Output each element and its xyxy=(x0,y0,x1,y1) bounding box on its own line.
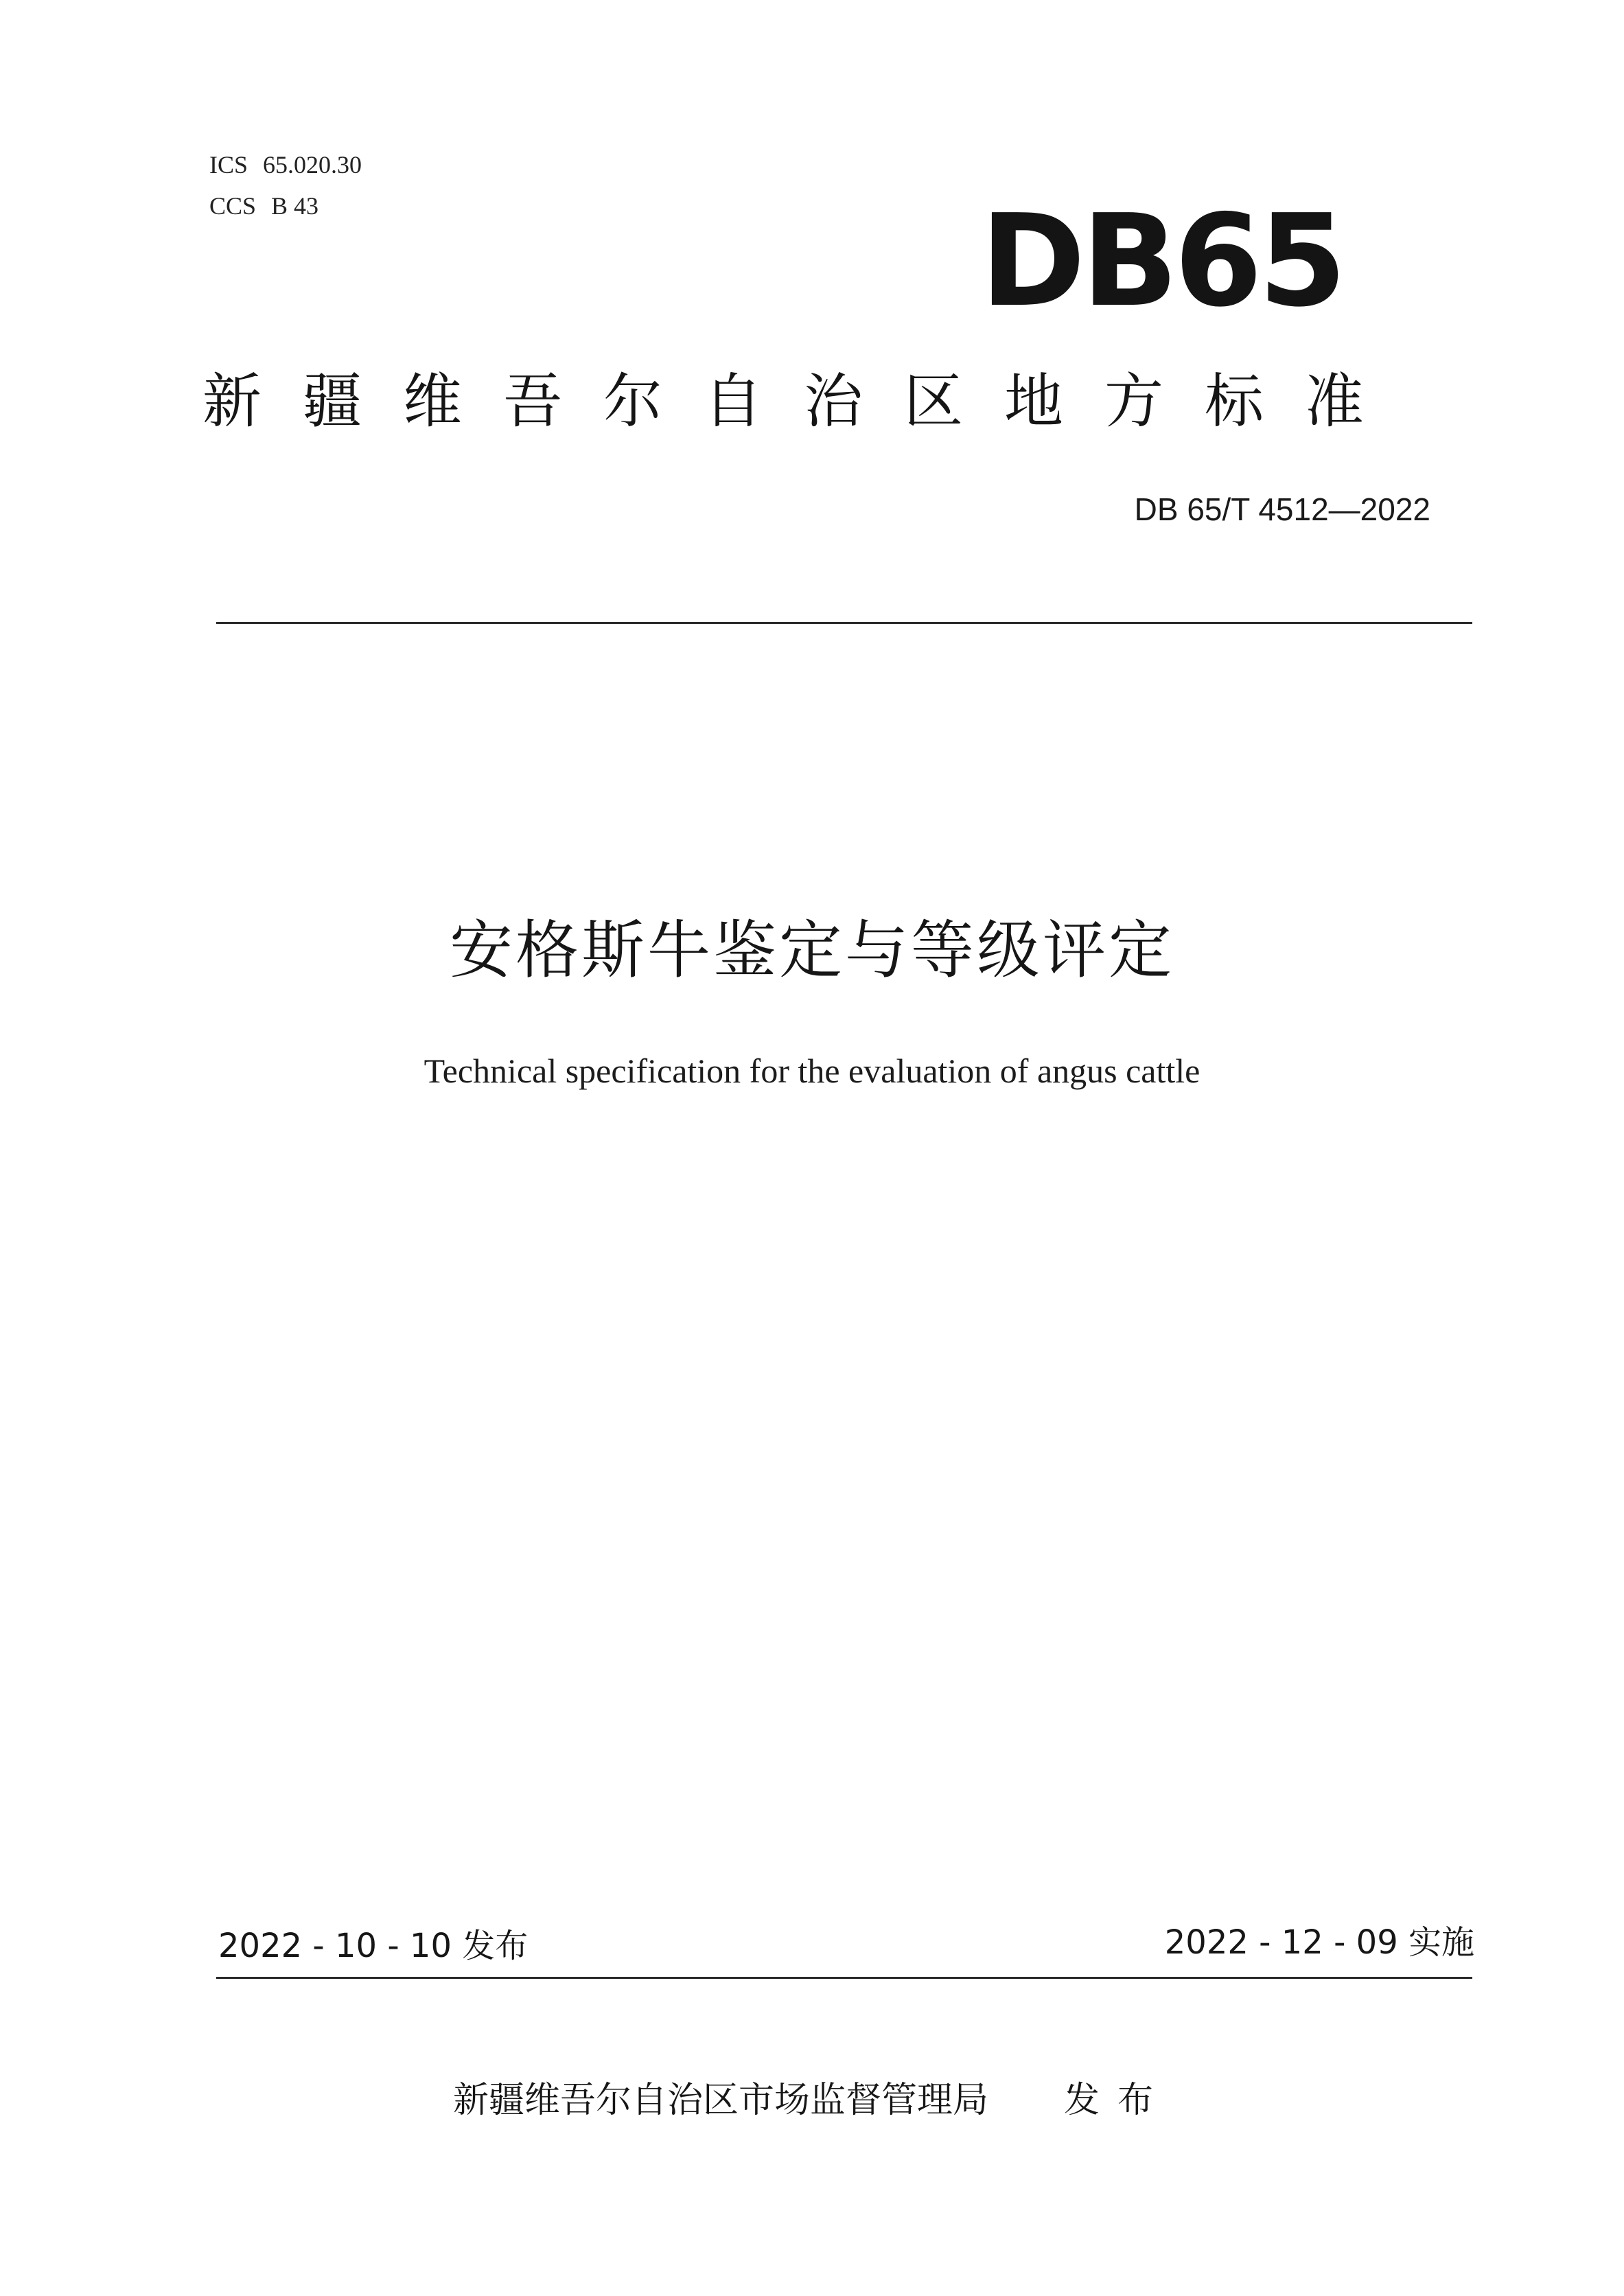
ics-row xyxy=(209,144,362,185)
organization-title: 新疆维吾尔自治区地方标准 xyxy=(202,367,1405,436)
issuer-action: 发布 xyxy=(1064,2080,1172,2121)
ccs-code: B 43 xyxy=(271,192,319,220)
document-title-english: Technical specification for the evaluation of angus cattle xyxy=(424,1052,1200,1090)
classification-codes xyxy=(209,144,362,227)
document-title-chinese: 安格斯牛鉴定与等级评定 xyxy=(449,914,1174,987)
standard-number: DB 65/T 4512—2022 xyxy=(1134,491,1430,527)
footer-divider xyxy=(216,1977,1472,1979)
implementation-date: 2022 - 12 - 09 实施 xyxy=(1164,1923,1474,1962)
issuer-name: 新疆维吾尔自治区市场监督管理局 xyxy=(452,2080,988,2121)
issuing-authority xyxy=(0,2073,1624,2128)
header-divider xyxy=(216,622,1472,624)
ics-code: 65.020.30 xyxy=(263,151,362,178)
db65-logo: DB65 xyxy=(979,187,1343,335)
ccs-row xyxy=(209,185,362,227)
ics-label: ICS xyxy=(209,151,248,178)
ccs-label: CCS xyxy=(209,192,257,220)
issue-date: 2022 - 10 - 10 发布 xyxy=(218,1927,529,1965)
